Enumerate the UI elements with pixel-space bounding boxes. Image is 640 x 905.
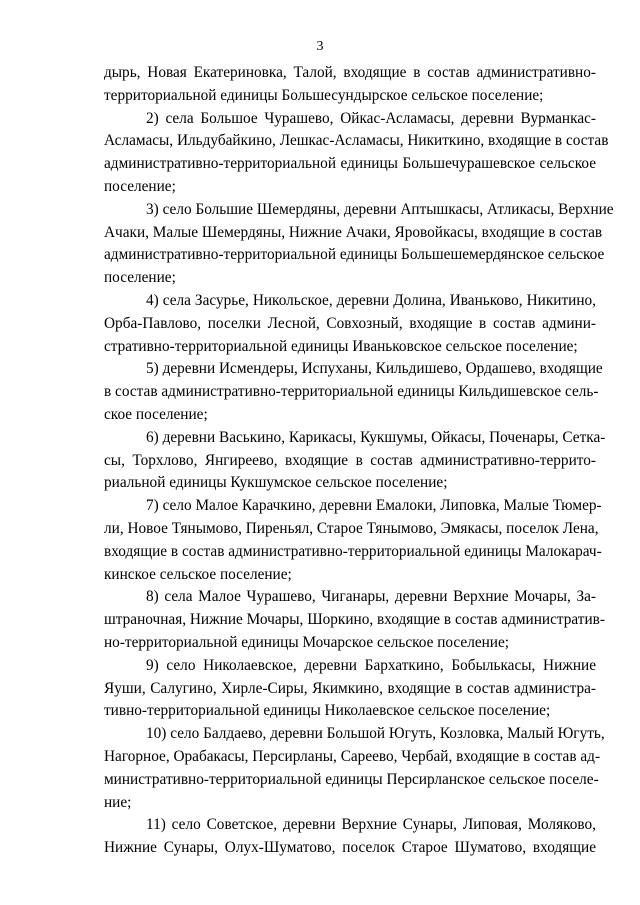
text-line: 8) села Малое Чурашево, Чиганары, деревни Верхние Мочары, За- xyxy=(146,588,596,606)
text-line: территориальной единицы Большесундырское сельское поселение; xyxy=(104,86,544,104)
paragraph xyxy=(104,655,596,723)
text-line: сы, Торхлово, Янгиреево, входящие в состав административно-террито- xyxy=(104,451,596,469)
text-line: риальной единицы Кукшумское сельское поселение; xyxy=(104,474,448,492)
paragraph xyxy=(104,358,603,426)
paragraph xyxy=(104,108,609,199)
text-line: 7) село Малое Карачкино, деревни Емалоки, Липовка, Малые Тюмер- xyxy=(146,497,602,515)
text-line: министративно-территориальной единицы Персирланское сельское поселе- xyxy=(104,770,599,788)
paragraph xyxy=(104,62,596,108)
text-line: административно-территориальной единицы Большечурашевское сельское xyxy=(104,155,596,173)
text-line: 3) село Большие Шемердяны, деревни Аптышкасы, Атликасы, Верхние xyxy=(146,200,614,218)
text-line: Ачаки, Малые Шемердяны, Нижние Ачаки, Яровойкасы, входящие в состав xyxy=(104,223,603,241)
text-line: в состав административно-территориальной единицы Кильдишевское сель- xyxy=(104,383,599,401)
text-line: тивно-территориальной единицы Николаевское сельское поселение; xyxy=(104,702,551,720)
paragraph xyxy=(104,723,605,814)
text-line: 9) село Николаевское, деревни Бархаткино, Бобылькасы, Нижние xyxy=(146,656,596,674)
text-line: 6) деревни Васькино, Карикасы, Кукшумы, Ойкасы, Поченары, Сетка- xyxy=(146,428,606,446)
text-line: ское поселение; xyxy=(104,405,208,423)
text-line: 4) села Засурье, Никольское, деревни Долина, Иваньково, Никитино, xyxy=(146,291,596,309)
text-line: Орба-Павлово, поселки Лесной, Совхозный, входящие в состав админи- xyxy=(104,314,596,332)
paragraph xyxy=(104,814,596,860)
document-body xyxy=(104,62,614,860)
text-line: 5) деревни Исмендеры, Испуханы, Кильдишево, Ордашево, входящие xyxy=(146,360,603,378)
text-line: 10) село Балдаево, деревни Большой Югуть, Козловка, Малый Югуть, xyxy=(146,725,605,743)
text-line: штраночная, Нижние Мочары, Шоркино, входящие в состав административ- xyxy=(104,611,605,629)
paragraph xyxy=(104,199,614,290)
text-line: ли, Новое Тянымово, Пиреньял, Старое Тянымово, Эмякасы, поселок Лена, xyxy=(104,519,599,537)
text-line: ние; xyxy=(104,793,132,811)
paragraph xyxy=(104,427,606,495)
text-line: административно-территориальной единицы Большешемердянское сельское xyxy=(104,246,605,264)
text-line: но-территориальной единицы Мочарское сельское поселение; xyxy=(104,633,510,651)
text-line: поселение; xyxy=(104,177,176,195)
paragraph xyxy=(104,586,605,654)
paragraph xyxy=(104,290,596,358)
text-line: дырь, Новая Екатериновка, Талой, входящие в состав административно- xyxy=(104,64,596,81)
text-line: кинское сельское поселение; xyxy=(104,565,292,583)
text-line: Нижние Сунары, Олух-Шуматово, поселок Старое Шуматово, входящие xyxy=(104,839,596,857)
text-line: Асламасы, Ильдубайкино, Лешкас-Асламасы, Никиткино, входящие в состав xyxy=(104,132,609,150)
text-line: 2) села Большое Чурашево, Ойкас-Асламасы, деревни Вурманкас- xyxy=(146,109,596,127)
text-line: входящие в состав административно-территориальной единицы Малокарач- xyxy=(104,542,602,560)
text-line: Нагорное, Орабакасы, Персирланы, Сареево, Чербай, входящие в состав ад- xyxy=(104,747,601,765)
text-line: поселение; xyxy=(104,269,176,287)
paragraph xyxy=(104,495,602,586)
text-line: стративно-территориальной единицы Иваньковское сельское поселение; xyxy=(104,337,578,355)
text-line: 11) село Советское, деревни Верхние Сунары, Липовая, Моляково, xyxy=(146,816,596,834)
text-line: Яуши, Салугино, Хирле-Сиры, Якимкино, входящие в состав администра- xyxy=(104,679,596,697)
page-number: 3 xyxy=(316,39,324,54)
